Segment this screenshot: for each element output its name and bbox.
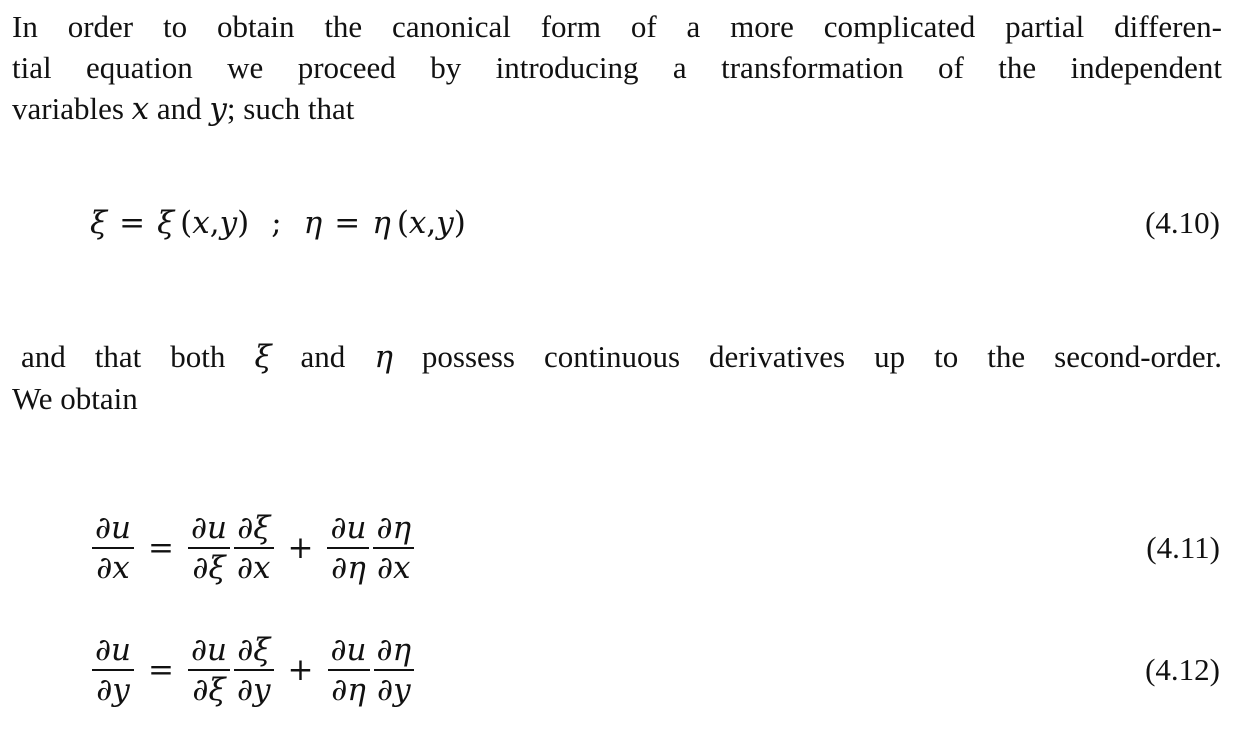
term1-b-numerator: ∂ξ: [237, 631, 271, 668]
comma-2: ,: [426, 205, 437, 241]
intro-line-3-text-a: variables: [12, 91, 132, 126]
intro-line-3-text-c: ; such that: [226, 91, 355, 126]
xi-symbol: ξ: [90, 205, 108, 241]
term1-a-numerator: ∂u: [190, 631, 227, 668]
lhs-fraction: [92, 509, 134, 587]
equals-sign: =: [148, 529, 174, 566]
term1-b-numerator: ∂ξ: [237, 509, 271, 546]
arg-y: y: [219, 205, 238, 241]
term2-a-denominator: ∂η: [331, 671, 366, 708]
variable-x: x: [131, 91, 150, 127]
lhs-denominator: ∂x: [96, 549, 130, 586]
equation-4-11: [0, 500, 1235, 595]
arg-y-2: y: [436, 205, 454, 241]
continuation-text-b: possess continuous derivatives up to the second-order.: [392, 339, 1222, 374]
term2-a-denominator: ∂η: [331, 549, 366, 586]
equation-4-10-body: [90, 198, 466, 248]
close-paren: ): [237, 205, 250, 241]
eta-function: η: [372, 205, 391, 241]
term2-fraction-a: [328, 631, 370, 709]
comma: ,: [209, 205, 220, 241]
lhs-fraction: [92, 631, 134, 709]
plus-sign: +: [287, 529, 314, 566]
term1-b-denominator: ∂x: [236, 549, 271, 586]
term2-b-denominator: ∂x: [377, 549, 411, 586]
intro-line-3: [12, 88, 1222, 130]
intro-line-3-text-b: and: [149, 91, 210, 126]
term2-fraction-a: [327, 509, 369, 587]
variable-y: y: [209, 91, 227, 127]
open-paren-2: (: [396, 205, 409, 241]
equation-number-4-12: (4.12): [1145, 651, 1220, 687]
equals-sign-2: =: [334, 205, 361, 241]
semicolon-separator: ;: [271, 205, 282, 241]
term1-fraction-b: [234, 631, 274, 709]
arg-x-2: x: [408, 205, 427, 241]
term2-b-denominator: ∂y: [377, 671, 411, 708]
lhs-denominator: ∂y: [96, 671, 130, 708]
term1-fraction-a: [188, 631, 230, 709]
open-paren: (: [180, 205, 193, 241]
term1-a-denominator: ∂ξ: [192, 549, 226, 586]
plus-sign: +: [287, 651, 314, 688]
continuation-text-a: and that both: [21, 339, 255, 374]
equation-number-4-11: (4.11): [1146, 529, 1220, 565]
continuation-line-2: We obtain: [12, 381, 138, 416]
equation-4-12: [0, 622, 1235, 717]
equation-4-10: [0, 198, 1235, 248]
term2-fraction-b: [374, 631, 415, 709]
continuation-line-1: [12, 336, 1222, 378]
close-paren-2: ): [453, 205, 466, 241]
equals-sign: =: [119, 205, 146, 241]
term2-a-numerator: ∂u: [330, 631, 367, 668]
equals-sign: =: [148, 651, 174, 688]
xi-inline: ξ: [254, 339, 272, 375]
equation-number-4-10: (4.10): [1145, 205, 1220, 240]
intro-line-1: In order to obtain the canonical form of a more complicated partial differen-: [12, 9, 1222, 44]
intro-paragraph: [12, 6, 1222, 130]
continuation-text-and: and: [271, 339, 375, 374]
eta-inline: η: [374, 339, 393, 375]
arg-x: x: [192, 205, 210, 241]
equation-4-11-body: [90, 500, 416, 595]
lhs-numerator: ∂u: [95, 631, 131, 668]
term1-b-denominator: ∂y: [236, 671, 271, 708]
xi-function: ξ: [157, 205, 175, 241]
lhs-numerator: ∂u: [95, 509, 131, 546]
equation-4-12-body: [90, 622, 416, 717]
term1-fraction-a: [188, 509, 230, 587]
term1-a-numerator: ∂u: [190, 509, 227, 546]
term2-a-numerator: ∂u: [330, 509, 367, 546]
continuation-paragraph: [12, 336, 1222, 419]
intro-line-2: tial equation we proceed by introducing a transformation of the independent: [12, 50, 1222, 85]
term2-fraction-b: [373, 509, 414, 587]
term1-fraction-b: [234, 509, 274, 587]
term2-b-numerator: ∂η: [376, 509, 412, 546]
eta-symbol: η: [303, 205, 323, 241]
term1-a-denominator: ∂ξ: [192, 671, 226, 708]
term2-b-numerator: ∂η: [376, 631, 412, 668]
